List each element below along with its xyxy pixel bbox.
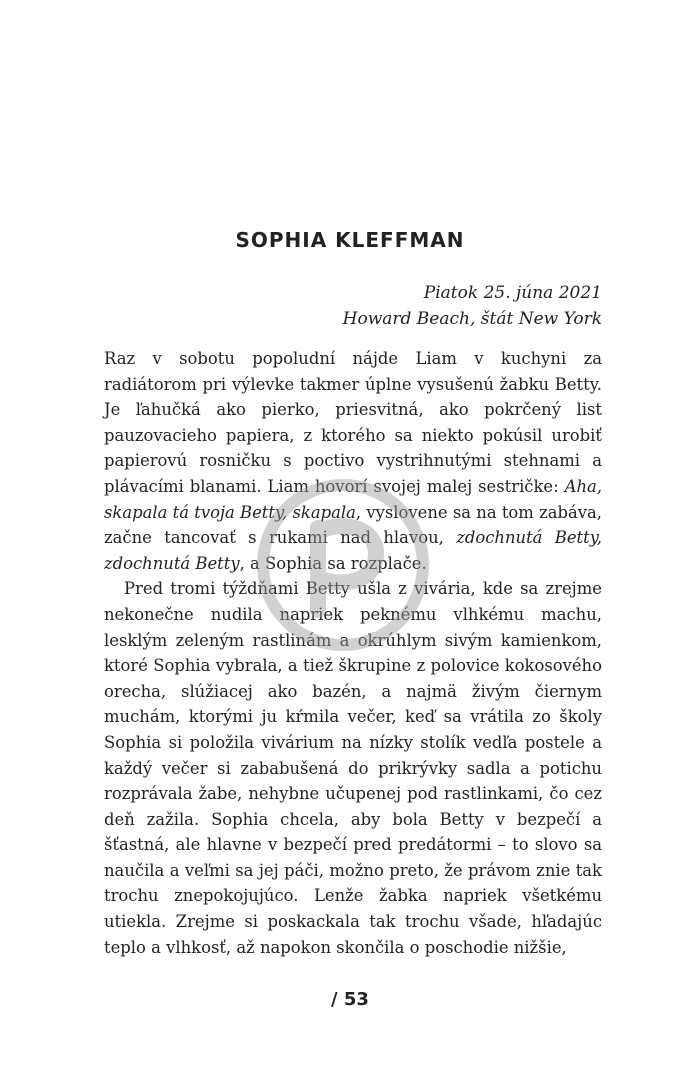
paragraph-2: Pred tromi týždňami Betty ušla z vivária, kde sa zrejme nekonečne nudila napriek peknému vlhkému machu, lesklým zeleným rastlinám a okrúhlym sivým kamienkom, ktoré Sophia vybrala, a tiež škrupine z polovice kokosového orecha, slúžiacej ako bazén, a najmä živým čiernym muchám, ktorými ju kŕmila večer, keď sa vrátila zo školy Sophia si položila vivárium na nízky stolík vedľa postele a každý večer si zababušená do prikrývky sadla a potichu rozprávala žabe, nehybne učupenej pod rastlinkami, čo cez deň zažila. Sophia chcela, aby bola Betty v bezpečí a šťastná, ale hlavne v bezpečí pred predátormi – to slovo sa naučila a veľmi sa jej páči, možno preto, že právom znie tak trochu znepokojujúco. Lenže žabka napriek všetkému utiekla. Zrejme si poskackala tak trochu všade, hľadajúc teplo a vlhkosť, až napokon skončila o poschodie nižšie, xyxy=(104,579,602,957)
body-text xyxy=(104,346,602,960)
paragraph-1-italic-2: zdochnutá Betty, zdochnutá Betty xyxy=(104,528,603,573)
paragraph-1-italic-1: Aha, skapala tá tvoja Betty, skapala xyxy=(104,476,602,522)
chapter-title: SOPHIA KLEFFMAN xyxy=(235,228,465,252)
dateline-date: Piatok 25. júna 2021 xyxy=(423,283,602,303)
dateline-place: Howard Beach, štát New York xyxy=(342,309,602,329)
page-number: / 53 xyxy=(331,989,369,1010)
paragraph-1-part-1: Raz v sobotu popoludní nájde Liam v kuchyni za radiátorom pri výlevke takmer úplne vysušenú žabku Betty. Je ľahučká ako pierko, priesvitná, ako pokrčený list pauzovacieho papiera, z ktorého sa niekto pokúsil urobiť papierovú rosničku s poctivo vystrihnutými stehnami a plávacími blanami. Liam hovorí svojej malej sestričke: xyxy=(104,349,602,496)
paragraph-1-part-2: , vyslovene sa na tom zabáva, začne tancovať s rukami nad hlavou, xyxy=(104,502,602,548)
paragraph-1-part-3: , a Sophia sa rozplače. xyxy=(239,553,427,573)
dateline xyxy=(343,280,602,332)
paragraph-1 xyxy=(104,346,602,576)
